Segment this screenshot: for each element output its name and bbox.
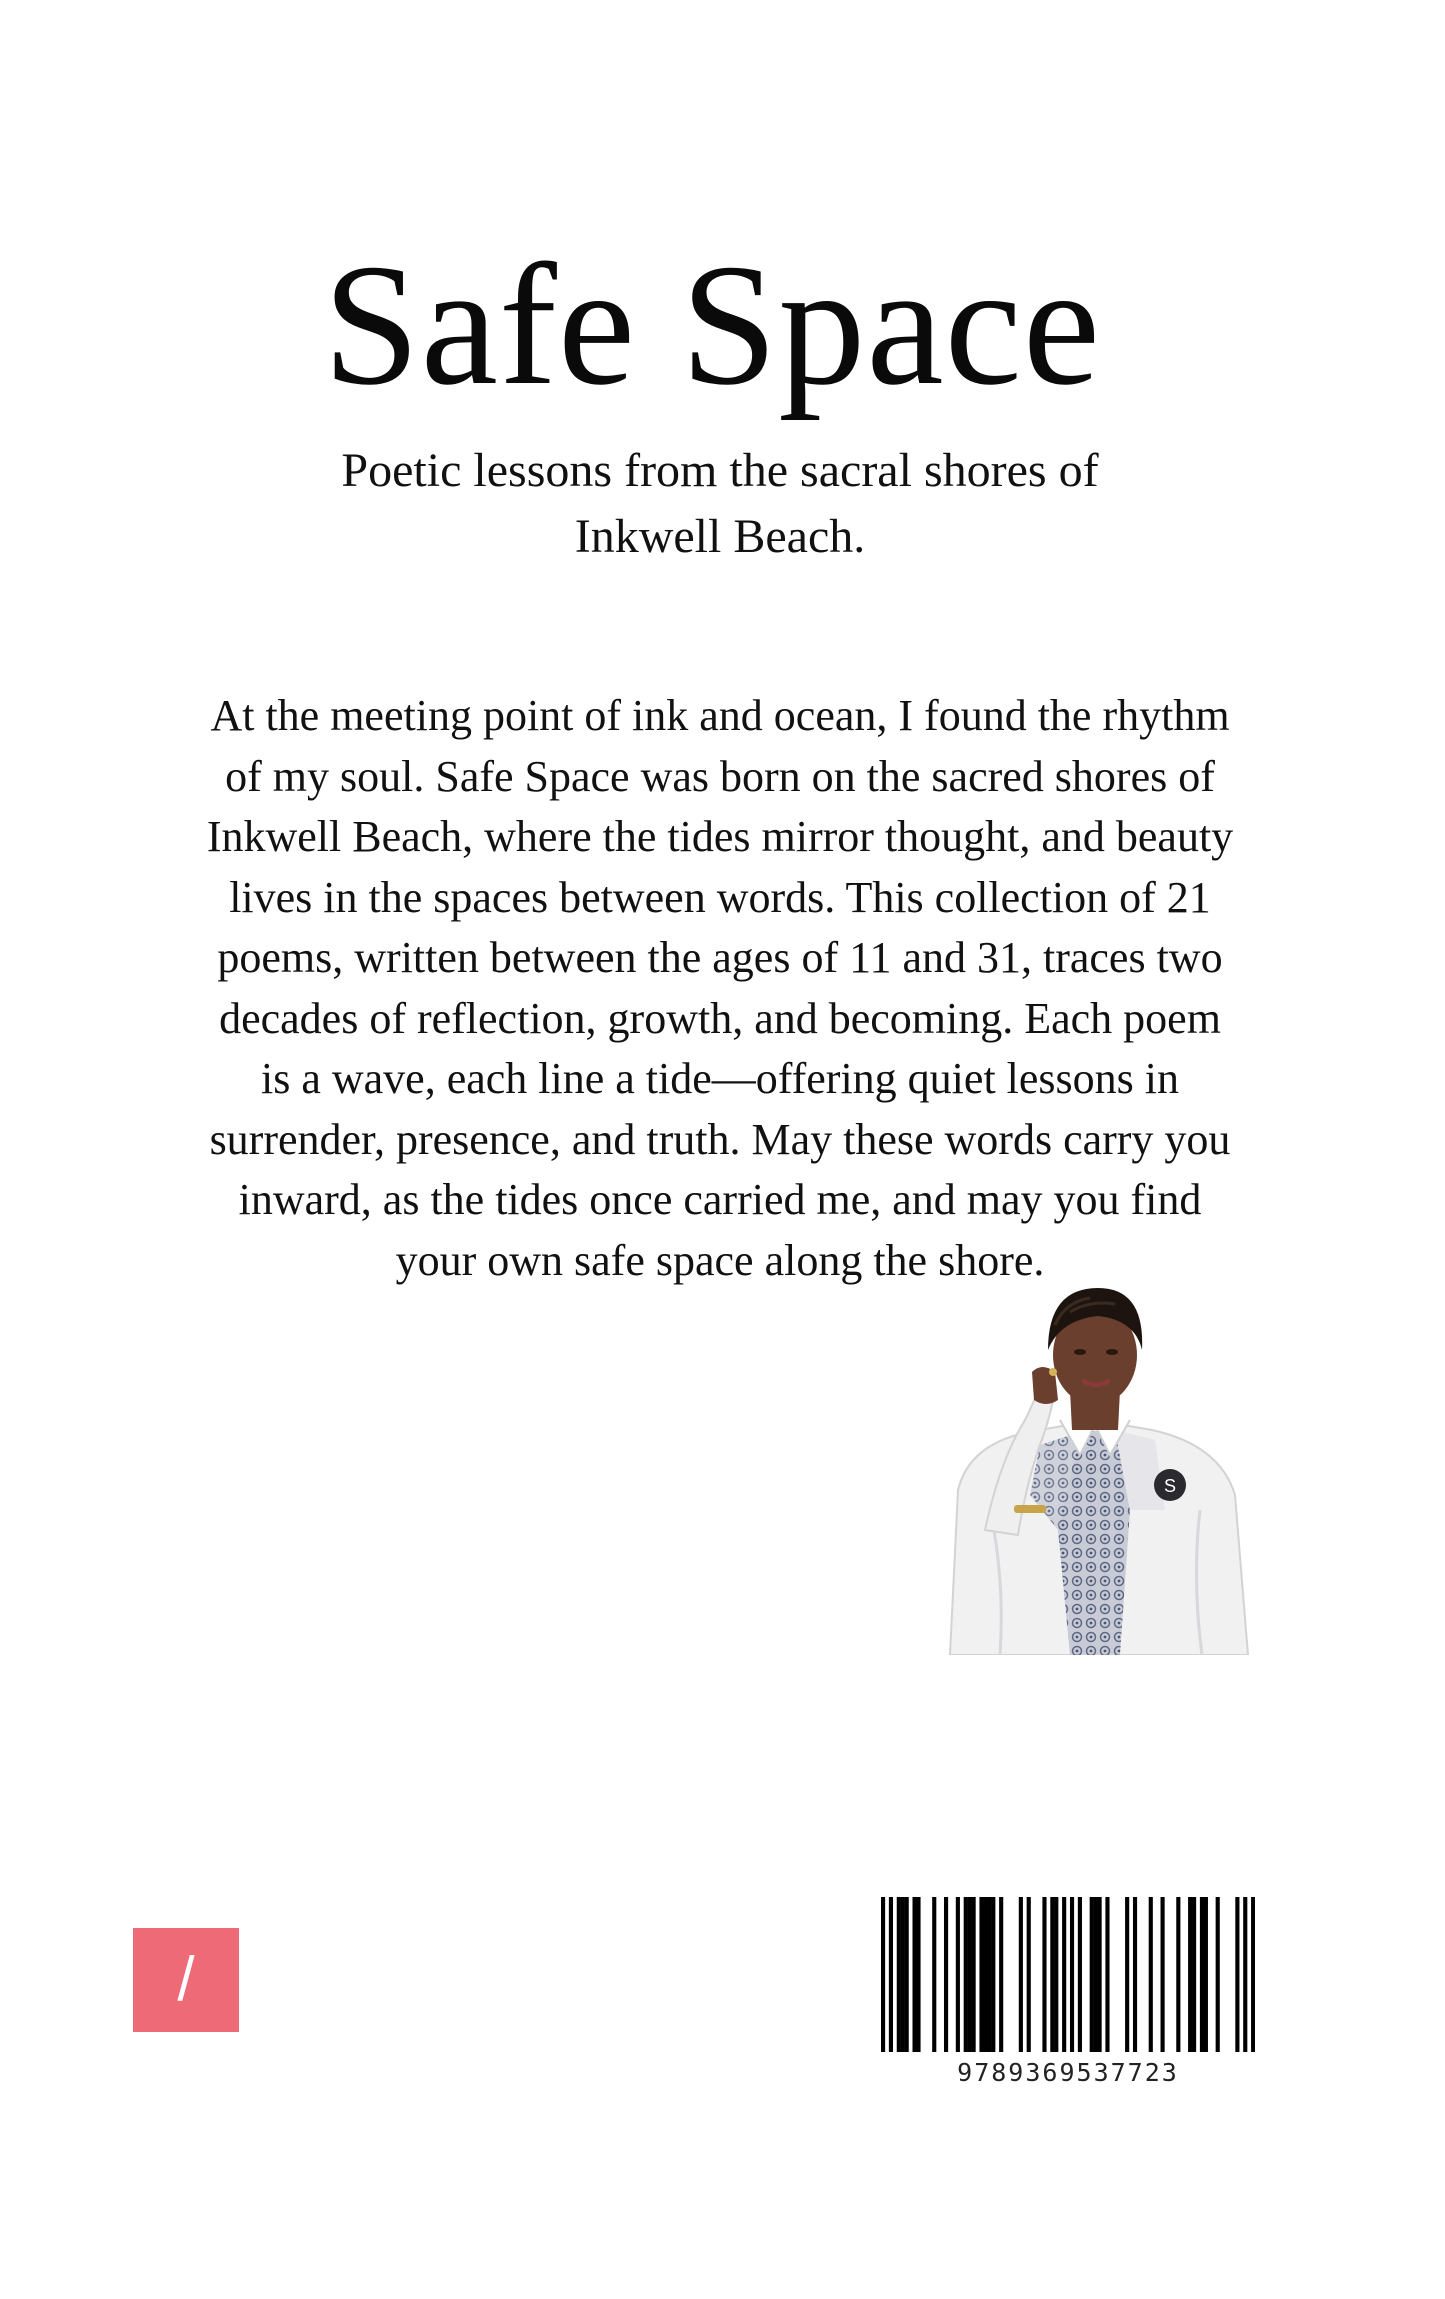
blurb-line: your own safe space along the shore. — [395, 1235, 1045, 1285]
barcode-bar — [1042, 1897, 1046, 2052]
barcode-bar — [1094, 1897, 1098, 2052]
barcode-bar — [1204, 1897, 1208, 2052]
barcode-bar — [1078, 1897, 1082, 2052]
barcode-bar — [972, 1897, 976, 2052]
barcode-bar — [1027, 1897, 1031, 2052]
isbn-number: 9789369537723 — [957, 2058, 1179, 2087]
barcode-bar — [1098, 1897, 1102, 2052]
blurb-line: At the meeting point of ink and ocean, I found the rhythm — [210, 691, 1230, 740]
barcode-bar — [916, 1897, 920, 2052]
barcode-bar — [905, 1897, 909, 2052]
barcode-bar — [1070, 1897, 1074, 2052]
barcode-bar — [1019, 1897, 1023, 2052]
barcode-bar — [1243, 1897, 1247, 2052]
blurb-line: poems, written between the ages of 11 and 31, traces two — [217, 933, 1223, 982]
publisher-logo — [133, 1928, 239, 2032]
barcode-bar — [1105, 1897, 1109, 2052]
barcode-bar — [1054, 1897, 1058, 2052]
barcode-bar — [999, 1897, 1003, 2052]
barcode-bar — [901, 1897, 905, 2052]
barcode-bar — [964, 1897, 968, 2052]
barcode-bar — [1090, 1897, 1094, 2052]
barcode-bar — [1235, 1897, 1239, 2052]
svg-text:S: S — [1163, 1476, 1177, 1496]
isbn-barcode — [881, 1897, 1255, 2052]
barcode-bar — [968, 1897, 972, 2052]
blurb-line: is a wave, each line a tide—offering quiet lessons in — [260, 1054, 1180, 1103]
book-title: Safe Space — [322, 228, 1102, 421]
barcode-bar — [1200, 1897, 1204, 2052]
publisher-logo-glyph: / — [177, 1945, 195, 2014]
barcode-bar — [1176, 1897, 1180, 2052]
barcode-bar — [987, 1897, 991, 2052]
barcode-bar — [912, 1897, 916, 2052]
blurb-line: of my soul. Safe Space was born on the sacred shores of — [225, 751, 1215, 801]
barcode-bar — [1251, 1897, 1255, 2052]
barcode-bar — [956, 1897, 960, 2052]
barcode-bar — [1050, 1897, 1054, 2052]
book-subtitle — [0, 438, 1440, 570]
subtitle-line: Poetic lessons from the sacral shores of — [341, 444, 1099, 497]
barcode-bar — [983, 1897, 987, 2052]
barcode-bar — [881, 1897, 885, 2052]
blurb-line: surrender, presence, and truth. May these words carry you — [209, 1114, 1231, 1164]
barcode-bar — [1192, 1897, 1196, 2052]
blurb-line: Inkwell Beach, where the tides mirror thought, and beauty — [206, 812, 1234, 861]
barcode-bar — [932, 1897, 936, 2052]
barcode-bar — [1161, 1897, 1165, 2052]
barcode-bar — [1133, 1897, 1137, 2052]
barcode-bar — [1125, 1897, 1129, 2052]
barcode-bar — [991, 1897, 995, 2052]
barcode-bar — [897, 1897, 901, 2052]
barcode-bar — [889, 1897, 893, 2052]
barcode-bar — [1188, 1897, 1192, 2052]
blurb-line: lives in the spaces between words. This collection of 21 — [229, 872, 1211, 922]
barcode-bar — [1216, 1897, 1220, 2052]
author-photo — [930, 1280, 1260, 1655]
barcode-bar — [979, 1897, 983, 2052]
subtitle-line: Inkwell Beach. — [574, 510, 866, 563]
book-blurb — [170, 686, 1270, 1291]
barcode-bar — [944, 1897, 948, 2052]
blurb-line: decades of reflection, growth, and becoming. Each poem — [219, 993, 1221, 1043]
barcode-bar — [1062, 1897, 1066, 2052]
barcode-bar — [1149, 1897, 1153, 2052]
blurb-line: inward, as the tides once carried me, and may you find — [238, 1175, 1202, 1224]
